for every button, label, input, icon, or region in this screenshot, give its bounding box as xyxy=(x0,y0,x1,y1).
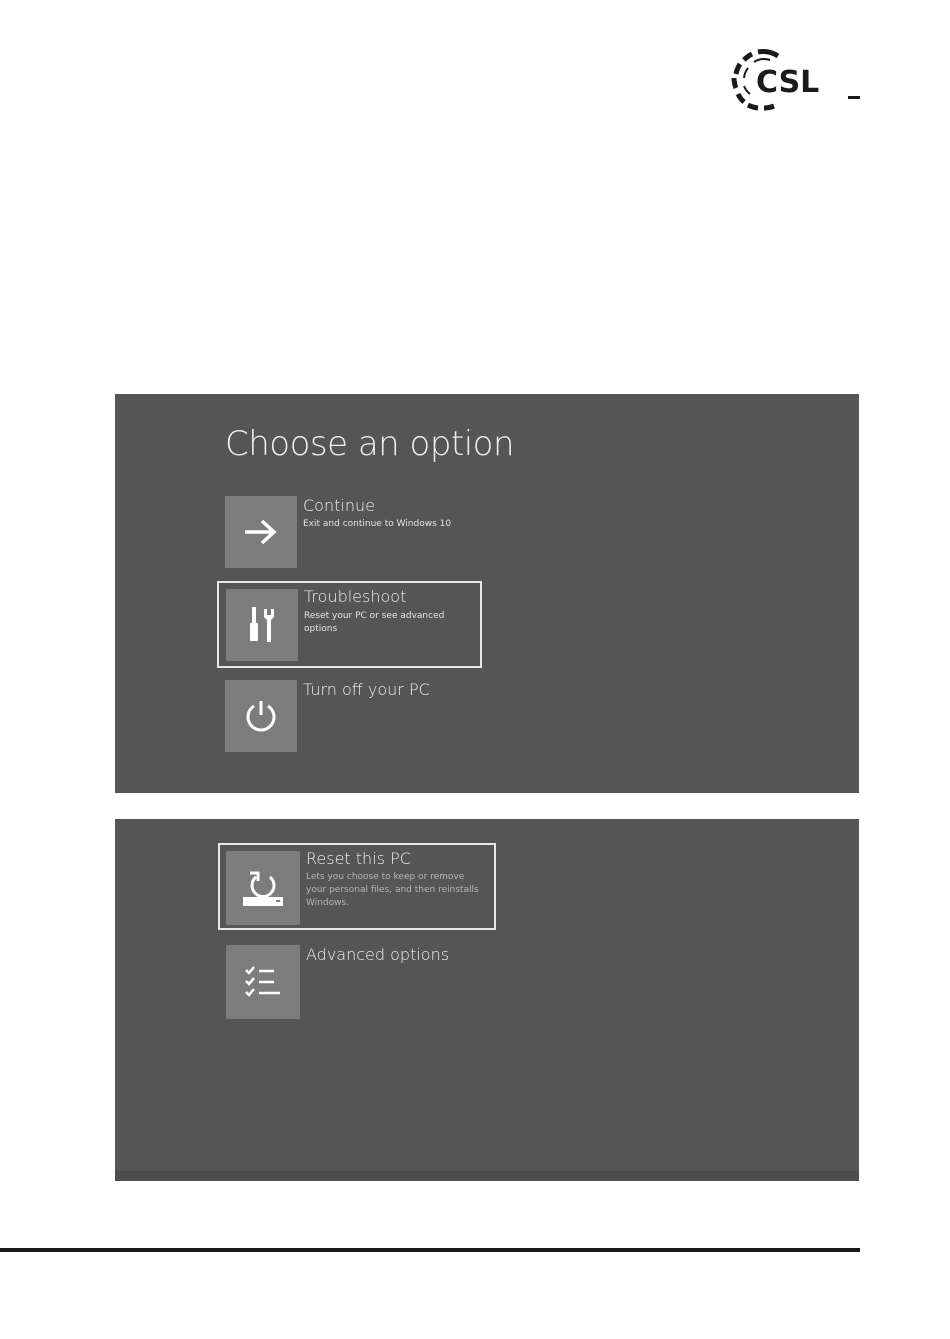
csl-logo-text: CSL xyxy=(756,65,820,100)
option-advanced-title: Advanced options xyxy=(306,945,450,964)
option-continue-title: Continue xyxy=(303,496,375,515)
csl-logo-icon xyxy=(730,44,865,114)
csl-logo xyxy=(730,44,865,114)
tools-icon xyxy=(245,605,279,645)
option-reset-pc-description: Lets you choose to keep or remove your personal files, and then reinstalls Windows. xyxy=(306,872,479,908)
option-turn-off-tile[interactable] xyxy=(225,680,297,752)
footer-divider xyxy=(0,1248,860,1252)
option-reset-pc-title: Reset this PC xyxy=(306,849,411,868)
reset-pc-icon xyxy=(240,867,286,909)
power-icon xyxy=(243,698,279,734)
option-turn-off[interactable] xyxy=(225,680,485,752)
option-continue-description: Exit and continue to Windows 10 xyxy=(303,519,452,529)
option-advanced[interactable] xyxy=(226,945,496,1021)
option-troubleshoot[interactable] xyxy=(217,581,482,668)
arrow-right-icon xyxy=(242,517,280,547)
option-troubleshoot-tile[interactable] xyxy=(226,589,298,661)
option-reset-pc[interactable] xyxy=(218,843,496,930)
choose-option-screen xyxy=(115,394,859,793)
option-continue-tile[interactable] xyxy=(225,496,297,568)
bottom-strip xyxy=(115,1171,859,1181)
troubleshoot-screen xyxy=(115,819,859,1181)
option-continue[interactable] xyxy=(225,496,485,570)
page-title: Choose an option xyxy=(225,424,515,464)
option-advanced-tile[interactable] xyxy=(226,945,300,1019)
option-turn-off-title: Turn off your PC xyxy=(303,680,430,699)
option-troubleshoot-description: Reset your PC or see advanced options xyxy=(304,611,445,634)
option-reset-pc-tile[interactable] xyxy=(226,851,300,925)
checklist-icon xyxy=(243,964,283,1000)
option-troubleshoot-title: Troubleshoot xyxy=(304,587,407,606)
